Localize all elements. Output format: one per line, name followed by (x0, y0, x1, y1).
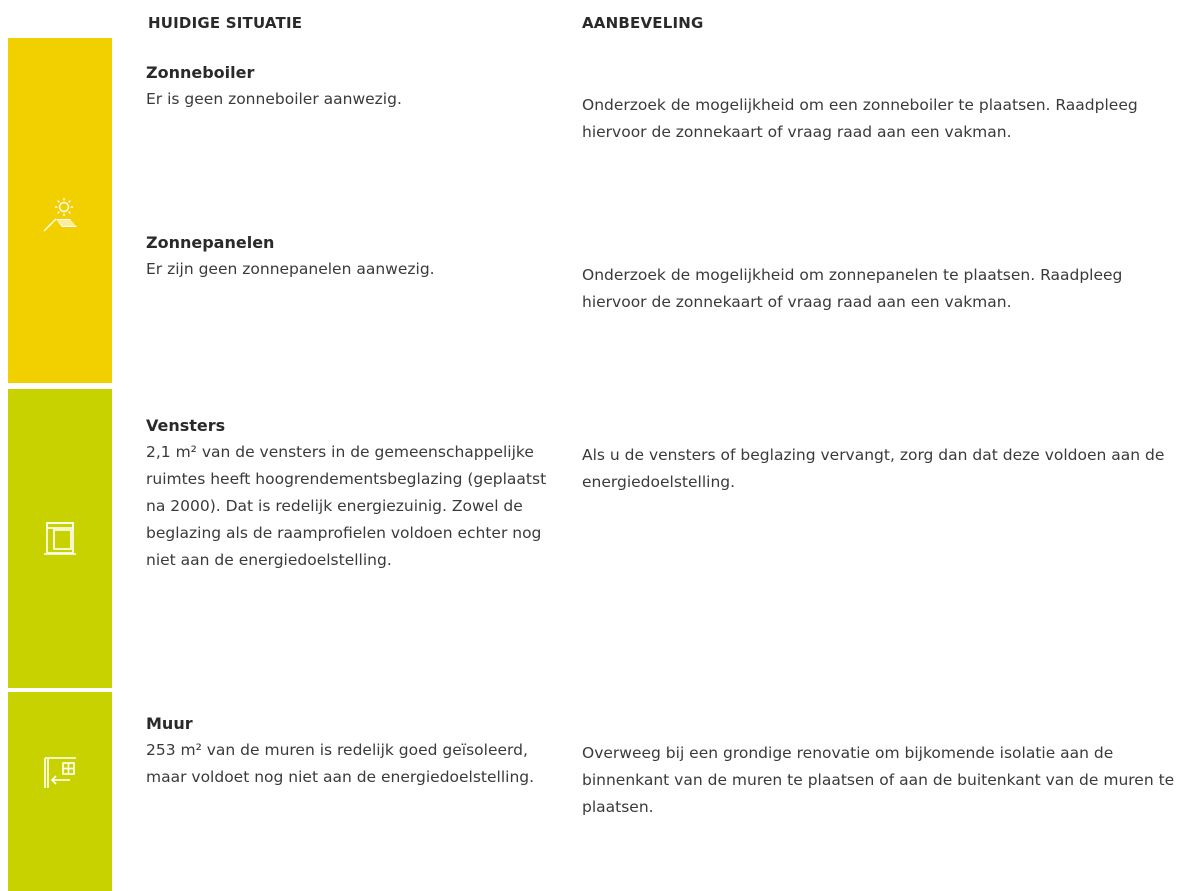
section-zonneboiler (146, 62, 566, 113)
current-situation-text: 253 m² van de muren is redelijk goed geïsoleerd, maar voldoet nog niet aan de energiedoelstelling. (146, 741, 535, 786)
recommendation-text: Als u de vensters of beglazing vervangt, zorg dan dat deze voldoen aan de energiedoelstelling. (582, 446, 1165, 491)
column-header-current: HUIDIGE SITUATIE (148, 14, 303, 32)
column-header-recommendation: AANBEVELING (582, 14, 704, 32)
wall-band (8, 692, 112, 891)
current-situation-text: 2,1 m² van de vensters in de gemeenschappelijke ruimtes heeft hoogrendementsbeglazing (geplaatst na 2000). Dat is redelijk energiezuinig. Zowel de beglazing als de raamprofielen voldoen echter nog niet aan de energiedoelstelling. (146, 443, 547, 569)
wall-insulation-icon (40, 752, 80, 792)
section-title: Muur (146, 714, 193, 733)
section-title: Vensters (146, 416, 226, 435)
section-title: Zonneboiler (146, 63, 255, 82)
current-situation-text: Er zijn geen zonnepanelen aanwezig. (146, 260, 435, 278)
recommendation-text: Onderzoek de mogelijkheid om een zonneboiler te plaatsen. Raadpleeg hiervoor de zonnekaart of vraag raad aan een vakman. (582, 96, 1138, 141)
recommendation-text: Onderzoek de mogelijkheid om zonnepanelen te plaatsen. Raadpleeg hiervoor de zonnekaart of vraag raad aan een vakman. (582, 266, 1123, 311)
window-icon (40, 519, 80, 559)
recommendation-text: Overweeg bij een grondige renovatie om bijkomende isolatie aan de binnenkant van de muren te plaatsen of aan de buitenkant van de muren te plaatsen. (582, 744, 1175, 816)
window-band (8, 389, 112, 688)
sun-roof-icon (40, 195, 80, 235)
section-vensters (146, 415, 566, 574)
section-title: Zonnepanelen (146, 233, 275, 252)
section-zonnepanelen (146, 232, 566, 283)
solar-band (8, 38, 112, 383)
current-situation-text: Er is geen zonneboiler aanwezig. (146, 90, 402, 108)
section-muur (146, 713, 566, 791)
